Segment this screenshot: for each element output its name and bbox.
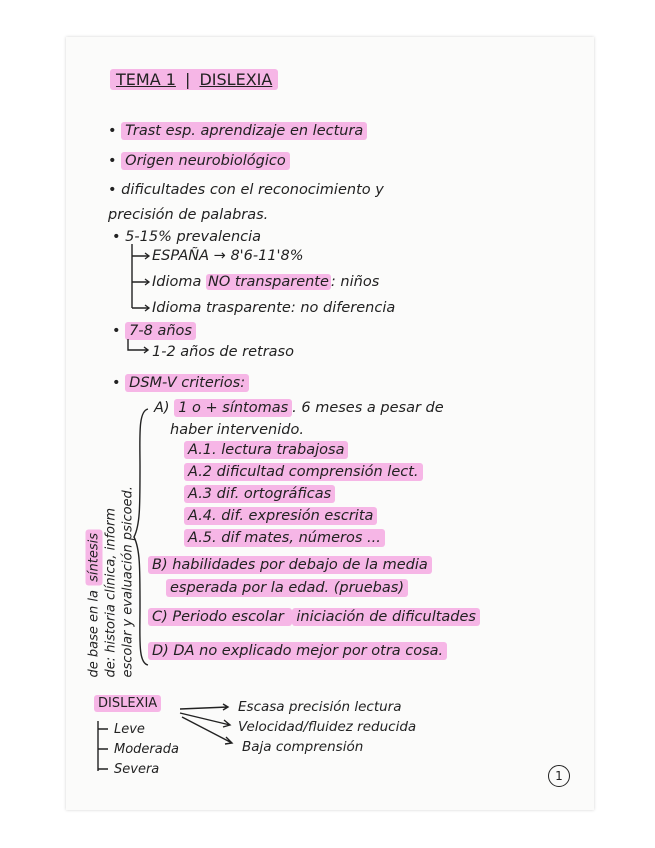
- criterion-a-item-3: A.3 dif. ortográficas: [184, 487, 335, 502]
- prevalence-transparent: Idioma trasparente: no diferencia: [152, 300, 396, 316]
- criterion-b: B) habilidades por debajo de la media: [148, 558, 432, 573]
- bullet-3: • dificultades con el reconocimiento y: [108, 182, 384, 198]
- criterion-c: C) Periodo escolar iniciación de dificultades: [148, 610, 480, 625]
- criterion-a-item-1: A.1. lectura trabajosa: [184, 443, 348, 458]
- age-head: • 7-8 años: [112, 324, 196, 339]
- criterion-a: A) 1 o + síntomas . 6 meses a pesar de: [154, 400, 444, 416]
- criterion-a-item-2: A.2 dificultad comprensión lect.: [184, 465, 423, 480]
- bullet-3-cont: precisión de palabras.: [108, 207, 269, 223]
- prevalence-head: • 5-15% prevalencia: [112, 229, 262, 245]
- summary-effect-3: Baja comprensión: [242, 739, 364, 755]
- criterion-d: D) DA no explicado mejor por otra cosa.: [148, 644, 447, 659]
- summary-level-3: Severa: [114, 762, 160, 777]
- dsm-side-note: de base en la síntesis de: historia clínica, inform escolar y evaluación psicoed.: [86, 486, 136, 678]
- criterion-a-cont: haber intervenido.: [170, 422, 304, 438]
- summary-effect-2: Velocidad/fluidez reducida: [238, 719, 417, 735]
- bullet-1: • Trast esp. aprendizaje en lectura: [108, 124, 367, 139]
- page-number: 1: [548, 765, 570, 787]
- page-title: TEMA 1 | DISLEXIA: [110, 72, 278, 88]
- bullet-2: • Origen neurobiológico: [108, 154, 290, 169]
- age-sub: 1-2 años de retraso: [152, 344, 294, 360]
- dsm-brace: [130, 407, 152, 667]
- age-arrow: [124, 337, 154, 357]
- summary-effect-1: Escasa precisión lectura: [238, 699, 402, 715]
- summary-root: DISLEXIA: [94, 697, 161, 710]
- tema-label: TEMA 1: [116, 70, 176, 89]
- criterion-b-cont: esperada por la edad. (pruebas): [166, 581, 408, 596]
- topic-label: DISLEXIA: [199, 70, 273, 89]
- summary-level-1: Leve: [114, 722, 145, 737]
- criterion-a-item-5: A.5. dif mates, números ...: [184, 531, 385, 546]
- dsm-head: • DSM-V criterios:: [112, 376, 249, 391]
- summary-level-2: Moderada: [114, 742, 179, 757]
- criterion-a-item-4: A.4. dif. expresión escrita: [184, 509, 377, 524]
- notebook-page: [66, 37, 594, 810]
- prevalence-spain: ESPAÑA → 8'6-11'8%: [152, 248, 304, 264]
- prevalence-non-transparent: Idioma NO transparente : niños: [152, 274, 380, 290]
